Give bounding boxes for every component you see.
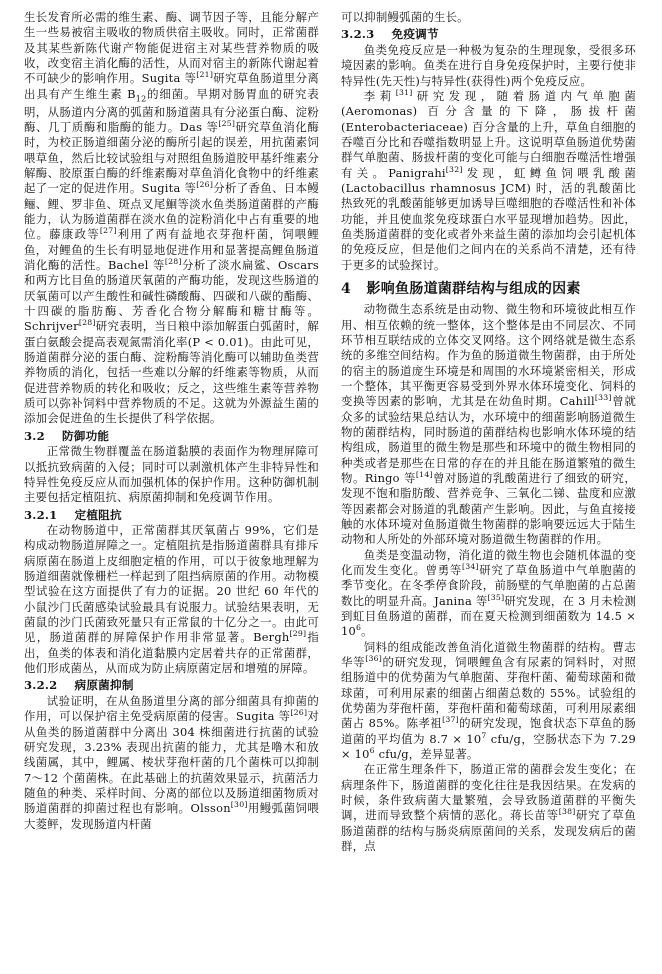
paragraph-text: 鱼类是变温动物，消化道的微生物也会随机体温的变化而发生变化。曾勇等 — [341, 547, 636, 578]
paragraph-continuation — [24, 10, 319, 427]
reference-marker: [35] — [487, 592, 505, 602]
reference-marker: [26] — [290, 708, 308, 718]
section-heading-3-2-3 — [341, 27, 636, 43]
reference-marker: [27] — [99, 226, 117, 236]
paragraph-text: 正常微生物群覆盖在肠道黏膜的表面作为物理屏障可以抵抗致病菌的入侵；同时可以剥激机体产生非特异性和特异性免疫反应从而加强机体的保护作用。这种防御机制主要包括定植阻抗、病原菌抑制和免疫调节作用。 — [24, 444, 319, 505]
reference-marker: [25] — [218, 119, 236, 129]
paragraph-colonization — [24, 523, 319, 676]
reference-marker: [21] — [196, 70, 214, 80]
paragraph-text: 分析了香鱼、日本鳗鲡、鲤、罗非鱼、斑点叉尾鮰等淡水鱼类肠道菌群的产酶能力，认为肠道菌群在淡水鱼的淀粉消化中占有重要的地位。藤康政等 — [24, 181, 320, 242]
section-title: 影响鱼肠道菌群结构与组成的因素 — [366, 280, 581, 297]
reference-marker: [37] — [442, 715, 459, 725]
paragraph-pathology — [341, 762, 636, 854]
exponent: 6 — [369, 746, 375, 756]
paragraph-text: 指出，鱼类的体表和消化道黏膜内定居着共存的正常菌群，他们形成菌丛，从而成为防止病原菌定居和增殖的屏障。 — [24, 630, 319, 676]
section-title: 防御功能 — [61, 428, 110, 443]
reference-marker: [29] — [289, 629, 307, 639]
paragraph-text: 研究了草鱼肠道菌群的结构与肠炎病原菌间的关系，发现发病后的菌群，点 — [341, 808, 637, 853]
paragraph-continuation-right — [341, 10, 636, 25]
paragraph-immune-regulation — [341, 43, 636, 89]
reference-marker: [30] — [230, 800, 248, 810]
paragraph-text: 可以抑制鳗弧菌的生长。 — [341, 10, 469, 24]
reference-marker: [38] — [558, 807, 576, 817]
reference-marker: [28] — [164, 257, 182, 267]
paragraph-feed-composition — [341, 640, 636, 763]
section-title: 病原菌抑制 — [74, 678, 134, 693]
section-title: 定植阻抗 — [74, 507, 122, 522]
paragraph-text: 发现，虹鳟鱼饲喂乳酸菌 (Lactobacillus rhamnosus JCM) 时，活的乳酸菌比热致死的乳酸菌能够更加诱导巨噬细胞的吞噬活性和补体功能，并且使血浆免疫球蛋白水平显现增加趋势。因此，鱼类肠道菌群的变化或者外来益生菌的添加均会引起机体的免疫反应，但是他们之间内在的关系尚不清楚，还有待于更多的试验探讨。 — [341, 165, 636, 272]
section-number: 3.2.3 — [341, 27, 375, 42]
section-number: 4 — [341, 280, 352, 297]
paragraph-text: 李莉 — [363, 88, 396, 103]
reference-marker: [28] — [78, 318, 96, 328]
paragraph-text: 曾对肠道的乳酸菌进行了细致的研究，发现不饱和脂肪酸、营养竞争、三氧化二锑、盐度和应激等因素都会对肠道的乳酸菌产生影响。因此，与鱼直接接触的水体环境对鱼肠道微生物菌群的影响要远远大于陆生动物和人所处的外部环境对肠道微生物菌群的作用。 — [341, 471, 636, 547]
exponent: 6 — [355, 623, 362, 633]
paragraph-text: 利用了两有益地衣芽孢杆菌，饲喂鲤鱼，对鲤鱼的生长有明显地促进作用和显著提高鲤鱼肠道消化酶的活性。Bachel 等 — [24, 227, 319, 272]
left-column — [24, 10, 319, 962]
right-column — [341, 10, 636, 962]
reference-marker: [26] — [196, 180, 214, 190]
paragraph-text: 的研究发现，饱食状态下草鱼的肠道菌的平均值为 8.7 × 10 — [341, 716, 637, 746]
paragraph-text: 的细菌。早期对肠胃血的研究表明，从肠道内分离的弧菌和肠道菌具有分泌蛋白酶、淀粉酶、几丁质酶和脂酶的能力。Das 等 — [24, 86, 319, 134]
subscript: 12 — [135, 93, 147, 103]
paragraph-text: 鱼类免疫反应是一种极为复杂的生理现象，受很多环境因素的影响。鱼类在进行自身免疫保护时，主要行使非特异性(先天性)与特异性(获得性)两个免疫反应。 — [341, 42, 636, 88]
paragraph-text: 研究发现，在 3 月未检测到虹目鱼肠道的菌群，而在夏天检测到细菌数为 14.5 × 10 — [341, 593, 636, 639]
paragraph-microecology — [341, 302, 636, 547]
two-column-layout — [24, 10, 636, 962]
paragraph-text: 。 — [361, 624, 373, 639]
paragraph-temperature — [341, 548, 636, 640]
paragraph-immune-studies — [341, 89, 636, 273]
paragraph-text: 的研究发现，饲喂鲤鱼含有尿素的饲料时，对照组肠道中的优势菌为气单胞菌、芽孢杆菌、葡萄球菌和微球菌，可利用尿素的细菌占细菌总数的 55%。试验组的优势菌为芽孢杆菌，芽孢杆菌和葡萄球菌，可利用尿素细菌占 85%。陈孝祖 — [341, 655, 636, 731]
reference-marker: [36] — [365, 654, 383, 664]
paragraph-text: 曾就众多的试验结果总结认为，水环境中的细菌影响肠道微生物的菌群结构，同时肠道的菌群结构也影响水体环境的结构组成，肠道里的微生物是那些和环境中的微生物相同的种类或者是那些在日常的存在的并且能在肠道繁殖的微生物。Ringo 等 — [341, 394, 636, 486]
paragraph-text: 在正常生理条件下，肠道正常的菌群会发生变化；在病理条件下，肠道菌群的变化往往是我因结果。在发病的时候，条件致病菌大量繁殖，会导致肠道菌群的平衡失调，进而导致整个病情的恶化。蒋长苗等 — [341, 762, 636, 823]
section-number: 3.2.1 — [24, 507, 58, 522]
section-heading-3-2 — [24, 429, 319, 445]
reference-marker: [32] — [445, 164, 463, 174]
reference-marker: [31] — [395, 88, 413, 98]
section-heading-4 — [341, 280, 636, 300]
paragraph-text: 在动物肠道中，正常菌群其厌氧菌占 99%，它们是构成动物肠道屏障之一。定植阻抗是指肠道菌群具有排斥病原菌在肠道上皮细胞定植的作用，可以于彼象地理解为肠道细菌就像栅栏一样起到了阻挡病原菌的作用。动物模型试验在这方面提供了有力的证据。20 世纪 60 年代的小鼠沙门氏菌感染试验最具有说服力。试验结果表明，无菌鼠的沙门氏菌致死量只有正常鼠的十亿分之一。由此可见，肠道菌群的屏障保护作用非常显著。Bergh — [24, 523, 319, 645]
paragraph-text: cfu/g，空肠状态下为 7.29 × 10 — [341, 731, 636, 761]
paragraph-text: 生长发育所必需的维生素、酶、调节因子等，且能分解产生一些易被宿主吸收的物质供宿主吸收。同时，正常菌群及其某些新陈代谢产物能促进宿主对某些营养物质的吸收，改变宿主消化酶的活性，从而对宿主的新陈代谢起着不可缺少的影响作用。Sugita 等 — [24, 10, 319, 86]
reference-marker: [34] — [461, 562, 479, 572]
reference-marker: [14] — [415, 470, 433, 480]
paragraph-text: 试验证明，在从鱼肠道里分离的部分细菌具有抑菌的作用，可以保护宿主免受病原菌的侵害。Sugita 等 — [24, 694, 319, 724]
paragraph-text: 用鳗弧菌饲喂大菱鲆，发现肠道内杆菌 — [24, 801, 319, 831]
reference-marker: [33] — [594, 393, 612, 403]
paragraph-text: 研究了草鱼肠道中气单胞菌的季节变化。在冬季停食阶段，前肠壁的气单胞菌的占总菌数比的明显升高。Janina 等 — [341, 563, 637, 608]
section-heading-3-2-1 — [24, 508, 319, 524]
paragraph-text: cfu/g，差异显著。 — [374, 747, 479, 761]
section-number: 3.2 — [24, 428, 45, 443]
paragraph-text: 研究发现，随着肠道内气单胞菌 (Aeromonas) 百分含量的下降，肠拔杆菌 (Enterobacteriaceae) 百分含量的上升，草鱼自细胞的吞噬百分比和吞噬指数明显上升。这说明草鱼肠道优势菌群气单胞菌、肠拔杆菌的变化可能与白细胞吞噬活性增强有关。Panigrahi — [341, 88, 636, 180]
paragraph-text: 研究草鱼消化酶时，为校正肠道细菌分泌的酶所引起的误差，用抗菌素饲喂草鱼，然后比较试验组与对照组鱼肠道胶甲基纤维素分解酶、胶原蛋白酶的纤维素酶对草鱼消化食物中的纤维素起了一定的促进作用。Sugita 等 — [24, 119, 319, 196]
paragraph-text: 饲料的组成能改善鱼消化道微生物菌群的结构。曹志华等 — [341, 639, 636, 670]
paragraph-text: 研究草鱼肠道里分离出具有产生维生素 B — [24, 71, 320, 101]
paragraph-text: 分析了淡水扁鲨、Oscars 和两方比目鱼的肠道厌氧菌的产酶功能，发现这些肠道的厌氧菌可以产生酸性和碱性磷酸酶、四碳和八碳的酯酶、十四碳的脂肪酶、芳香化合物分解酶和糖甘酶等。Schrijver — [24, 257, 319, 334]
paragraph-text: 对从鱼类的肠道菌群中分离出 304 株细菌进行抗菌的试验研究发现，3.23% 表现出抗菌的能力，尤其是噜木和放线菌属，其中，鲤属、棱状芽孢杆菌的几个菌株可以抑制 7～12 个菌菌株。在此基础上的抗菌效果显示，抗菌活力随鱼的种类、采样时间、分离的部位以及肠道细菌物质对肠道菌群的抑菌过程也有影响。Olsson — [24, 709, 319, 816]
paragraph-defense — [24, 444, 319, 505]
section-title: 免疫调节 — [391, 27, 439, 42]
paragraph-pathogen-inhibition — [24, 694, 319, 832]
exponent: 7 — [481, 730, 487, 740]
paragraph-text: 研究表明，当日粮中添加解蛋白弧菌时，解蛋白氨酸会提高表观氮需消化率(P < 0.01)。由此可见，肠道菌群分泌的蛋白酶、淀粉酶等消化酶可以辅助鱼类营养物质的消化，包括一些难以分解的纤维素等物质，从而促进营养物质的转化和吸收；反之，这些维生素等营养物质可以弥补饲料中营养物质的不足。这就为外源益生菌的添加会促进鱼的生长提供了科学依据。 — [24, 319, 319, 426]
section-number: 3.2.2 — [24, 678, 58, 693]
paragraph-text: 动物微生态系统是由动物、微生物和环境彼此相互作用、相互依赖的统一整体，这个整体是由不同层次、不同环节相互联结成的立体交叉网络。这个网络就是微生态系统的多维空间结构。作为鱼的肠道微生物菌群，由于所处的宿主的肠道庞生环境是和周围的水环境紧密相关，形成一个整体，其平衡更容易受到外界水体环境变化、饲料的变换等因素的影响，尤其是在幼鱼时期。Cahill — [341, 302, 636, 409]
section-heading-3-2-2 — [24, 678, 319, 694]
